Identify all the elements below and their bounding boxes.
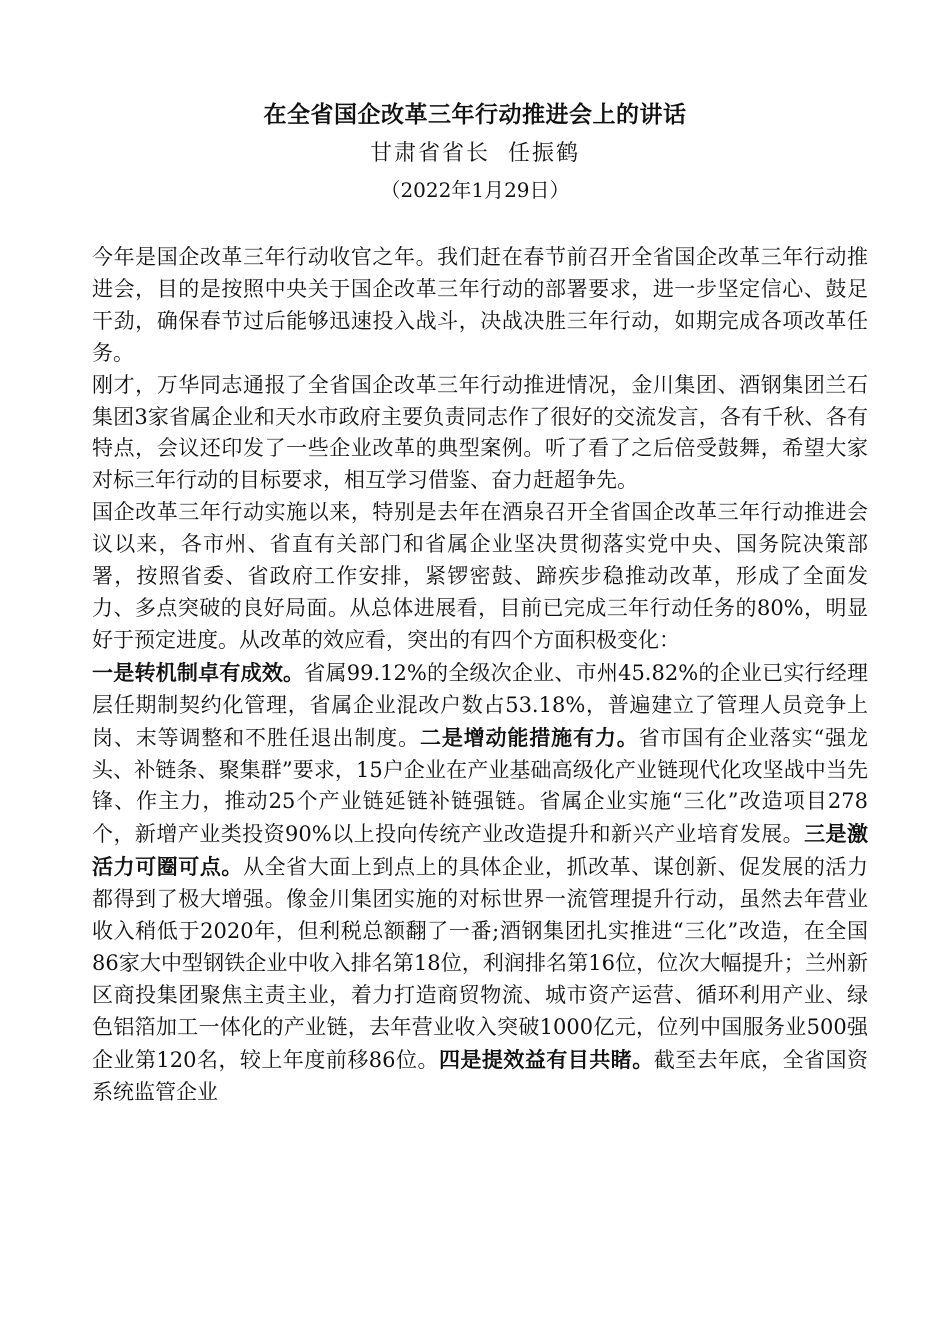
point-1-text: 省属99.12%的全级次企业、市州45.82%的企业已实行经理层任期制契约化管理，省属企业混改户数占53.18%，普遍建立了管理人员竞争上岗、末等调整和不胜任退出制度。 (92, 660, 868, 750)
point-2-text: 省市国有企业落实“强龙头、补链条、聚集群”要求，15户企业在产业基础高级化产业链现代化攻坚战中当先锋、作主力，推动25个产业链延链补链强链。省属企业实施“三化”改造项目278个，新增产业类投资90%以上投向传统产业改造提升和新兴产业培育发展。 (92, 725, 869, 847)
paragraph-3: 国企改革三年行动实施以来，特别是去年在酒泉召开全省国企改革三年行动推进会议以来，各市州、省直有关部门和省属企业坚决贯彻落实党中央、国务院决策部署，按照省委、省政府工作安排，紧锣密鼓、蹄疾步稳推动改革，形成了全面发力、多点突破的良好局面。从总体进展看，目前已完成三年行动任务的80%，明显好于预定进度。从改革的效应看，突出的有四个方面积极变化： (92, 500, 868, 652)
point-3-text: 从全省大面上到点上的具体企业，抓改革、谋创新、促发展的活力都得到了极大增强。像金川集团实施的对标世界一流管理提升行动，虽然去年营业收入稍低于2020年，但利税总额翻了一番;酒钢集团扎实推进“三化”改造，在全国86家大中型钢铁企业中收入排名第18位，利润排名第16位，位次大幅提升；兰州新区商投集团聚焦主责主业，着力打造商贸物流、城市资产运营、循环利用产业、绿色铝箔加工一体化的产业链，去年营业收入突破1000亿元，位列中国服务业500强企业第120名，较上年度前移86位。 (92, 855, 868, 1072)
document-body (92, 242, 868, 1108)
document-date: （2022年1月29日） (380, 178, 570, 202)
point-4-heading: 四是提效益有目共睹。 (438, 1046, 654, 1072)
paragraph-2: 刚才，万华同志通报了全省国企改革三年行动推进情况，金川集团、酒钢集团兰石集团3家省属企业和天水市政府主要负责同志作了很好的交流发言，各有千秋、各有特点，会议还印发了一些企业改革的典型案例。听了看了之后倍受鼓舞，希望大家对标三年行动的目标要求，相互学习借鉴、奋力赶超争先。 (92, 372, 868, 493)
point-1-heading: 一是转机制卓有成效。 (92, 659, 305, 685)
document-title: 在全省国企改革三年行动推进会上的讲话 (263, 101, 687, 128)
point-2-heading: 二是增动能措施有力。 (419, 724, 639, 750)
paragraph-4 (92, 657, 868, 1109)
point-3-heading: 三是激活力可圈可点。 (92, 821, 868, 880)
document-author: 甘肃省省长 任振鹤 (370, 141, 580, 166)
point-4-text: 截至去年底，全省国资系统监管企业 (92, 1047, 869, 1104)
paragraph-1: 今年是国企改革三年行动收官之年。我们赶在春节前召开全省国企改革三年行动推进会，目的是按照中央关于国企改革三年行动的部署要求，进一步坚定信心、鼓足干劲，确保春节过后能够迅速投入战斗，决战决胜三年行动，如期完成各项改革任务。 (92, 245, 868, 365)
